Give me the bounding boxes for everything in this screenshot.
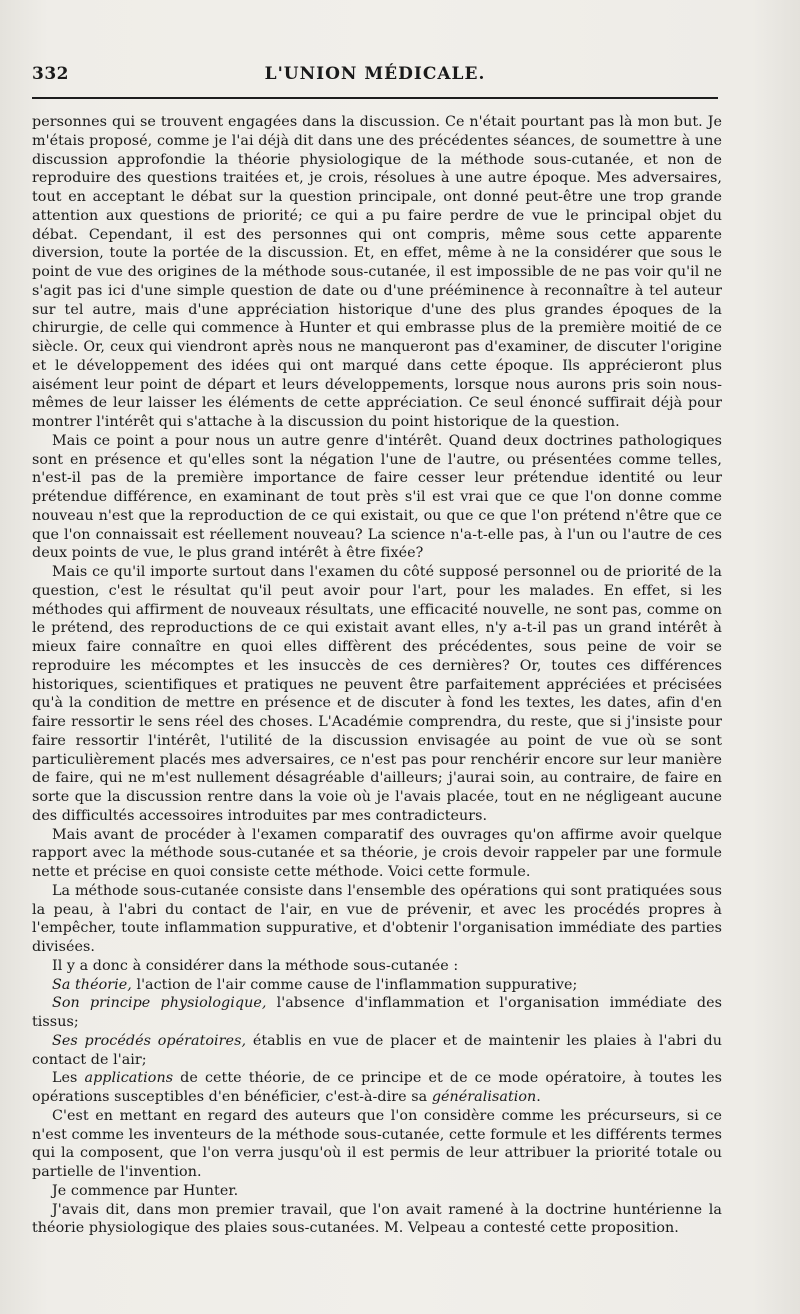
- list-item: [32, 994, 722, 1032]
- paragraph: C'est en mettant en regard des auteurs que l'on considère comme les précurseurs, si ce n'est comme les inventeurs de la méthode sous-cutanée, cette formule et les différents termes qui la composent, que l'on verra jusqu'où il est permis de leur attribuer la priorité totale ou partielle de l'invention.: [32, 1107, 722, 1180]
- list-item-label: Sa théorie,: [52, 976, 132, 993]
- list-item-text: établis en vue de placer et de maintenir les plaies à l'abri du contact de l'air;: [32, 1032, 723, 1068]
- paragraph: Mais ce point a pour nous un autre genre d'intérêt. Quand deux doctrines pathologiques sont en présence et qu'elles sont la négation l'une de l'autre, ou présentées comme telles, n'est-il pas de la première importance de faire cesser leur prétendue identité ou leur prétendue différence, en examinant de tout près s'il est vrai que ce que l'on donne comme nouveau n'est que la reproduction de ce qui existait, ou que ce que l'on prétend n'être que ce que l'on connaissait est réellement nouveau? La science n'a-t-elle pas, à l'un ou l'autre de ces deux points de vue, le plus grand intérêt à être fixée?: [32, 432, 722, 562]
- header-rule: [32, 97, 718, 99]
- applications-label: applications: [84, 1070, 174, 1087]
- list-item-text: l'action de l'air comme cause de l'inflammation suppurative;: [131, 976, 578, 993]
- list-item: [32, 1032, 722, 1070]
- paragraph: Je commence par Hunter.: [52, 1182, 239, 1199]
- generalisation-label: généralisation: [431, 1089, 537, 1105]
- paragraph: Mais ce qu'il importe surtout dans l'examen du côté supposé personnel ou de priorité de la question, c'est le résultat qu'il peut avoir pour l'art, pour les malades. En effet, si les méthodes qui affirment de nouveaux résultats, une efficacité nouvelle, ne sont pas, comme on le prétend, des reproductions de ce qui existait avant elles, n'y a-t-il pas un grand intérêt à mieux faire connaître en quoi elles diffèrent des précédentes, sous peine de voir se reproduire les mécomptes et les insuccès de ces dernières? Or, toutes ces différences historiques, scientifiques et pratiques ne peuvent être parfaitement appréciées et précisées qu'à la condition de mettre en présence et de discuter à fond les textes, les dates, afin d'en faire ressortir le sens réel des choses. L'Académie comprendra, du reste, que si j'insiste pour faire ressortir l'intérêt, l'utilité de la discussion envisagée au point de vue où se sont particulièrement placés mes adversaires, ce n'est pas pour renchérir encore sur leur manière de faire, qui ne m'est nullement désagréable d'ailleurs; j'aurai soin, au contraire, de faire en sorte que la discussion rentre dans la voie où je l'avais placée, tout en ne négligeant aucune des difficultés accessoires introduites par mes contradicteurs.: [32, 564, 722, 824]
- paragraph: personnes qui se trouvent engagées dans la discussion. Ce n'était pourtant pas là mon but. Je m'étais proposé, comme je l'ai déjà dit dans une des précédentes séances, de soumettre à une discussion approfondie la théorie physiologique de la méthode sous-cutanée, et non de reproduire des questions traitées et, je crois, résolues à une autre époque. Mes adversaires, tout en acceptant le débat sur la question principale, ont donné peut-être une trop grande attention aux questions de priorité; ce qui a pu faire perdre de vue le principal objet du débat. Cependant, il est des personnes qui ont compris, même sous cette apparente diversion, toute la portée de la discussion. Et, en effet, même à ne la considérer que sous le point de vue des origines de la méthode sous-cutanée, il est impossible de ne pas voir qu'il ne s'agit pas ici d'une simple question de date ou d'une prééminence à reconnaître à tel auteur sur tel autre, mais d'une appréciation historique d'une des plus grandes époques de la chirurgie, de celle qui commence à Hunter et qui embrasse plus de la première moitié de ce siècle. Or, ceux qui viendront après nous ne manqueront pas d'examiner, de discuter l'origine et le développement des idées qui ont marqué dans cette époque. Ils apprécieront plus aisément leur point de départ et leurs développements, lorsque nous aurons pris soin nous-mêmes de leur laisser les éléments de cette appréciation. Ce seul énoncé suffirait déjà pour montrer l'intérêt qui s'attache à la discussion du point historique de la question.: [32, 114, 722, 430]
- paragraph: La méthode sous-cutanée consiste dans l'ensemble des opérations qui sont pratiquées sous la peau, à l'abri du contact de l'air, en vue de prévenir, et avec les procédés propres à l'empêcher, toute inflammation suppurative, et d'obtenir l'organisation immédiate des parties divisées.: [32, 882, 722, 955]
- list-item: [32, 976, 722, 995]
- running-title: L'UNION MÉDICALE.: [264, 64, 486, 84]
- applications-middle: de cette théorie, de ce principe et de ce mode opératoire, à toutes les opérations susceptibles d'en bénéficier, c'est-à-dire sa: [32, 1070, 722, 1105]
- page-number: 332: [32, 64, 69, 84]
- body-text: [32, 113, 722, 1238]
- applications-before: Les: [52, 1070, 85, 1087]
- paragraph: Mais avant de procéder à l'examen comparatif des ouvrages qu'on affirme avoir quelque rapport avec la méthode sous-cutanée et sa théorie, je crois devoir rappeler par une formule nette et précise en quoi consiste cette méthode. Voici cette formule.: [32, 826, 722, 880]
- list-item-label: Son principe physiologique,: [52, 995, 267, 1012]
- paragraph: J'avais dit, dans mon premier travail, que l'on avait ramené à la doctrine huntérienne la théorie physiologique des plaies sous-cutanées. M. Velpeau a contesté cette proposition.: [32, 1201, 722, 1237]
- applications-after: .: [536, 1089, 541, 1105]
- page-header: [32, 62, 718, 92]
- list-item-label: Ses procédés opératoires,: [52, 1032, 247, 1049]
- paragraph: Il y a donc à considérer dans la méthode sous-cutanée :: [52, 957, 459, 974]
- list-item: [32, 1069, 722, 1107]
- list-item-text: l'absence d'inflammation et l'organisation immédiate des tissus;: [32, 995, 722, 1030]
